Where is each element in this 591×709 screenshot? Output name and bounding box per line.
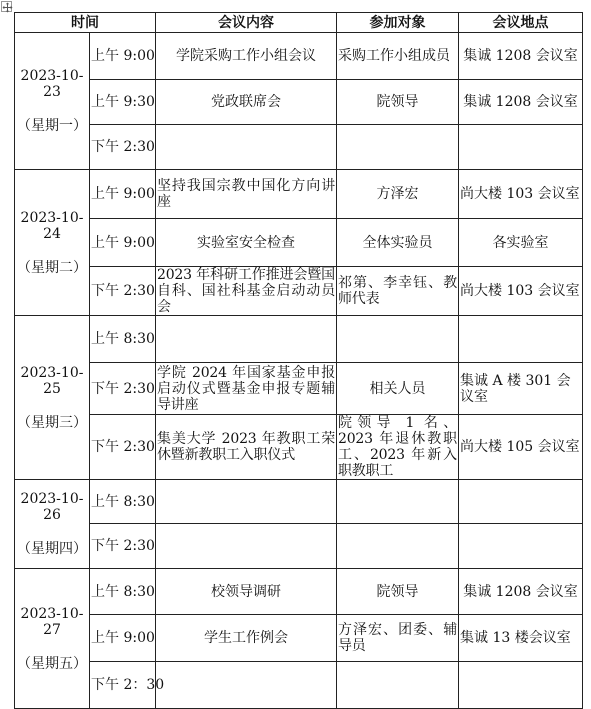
table-row [15,415,583,480]
location: 尚大楼 103 会议室 [459,170,583,219]
meeting-content: 学院 2024 年国家基金申报启动仪式暨基金申报专题辅导讲座 [157,364,335,413]
time-slot: 上午 8:30 [90,569,156,615]
meeting-content: 2023 年科研工作推进会暨国自科、国社科基金启动动员会 [157,267,335,315]
date-cell [15,170,90,316]
location: 集诚 1208 会议室 [459,80,583,125]
weekday-label: （星期三） [17,414,87,431]
time-slot: 上午 9:00 [90,33,156,80]
table-row [15,524,583,569]
table-row [15,363,583,415]
weekday-label: （星期四） [17,541,87,557]
meeting-content: 实验室安全检查 [156,219,337,267]
time-slot: 下午 2：30 [90,662,156,709]
meeting-content [156,316,337,363]
table-row [15,569,583,615]
weekday-label: （星期五） [17,655,87,672]
date-label: 2023-10-25 [20,364,84,397]
time-slot: 下午 2:30 [90,415,156,480]
location: 尚大楼 103 会议室 [459,267,583,316]
time-slot: 上午 8:30 [90,480,156,524]
table-header-row [15,13,583,33]
meeting-content: 坚持我国宗教中国化方向讲座 [156,170,337,219]
location [459,316,583,363]
table-row [15,219,583,267]
table-row [15,662,583,709]
time-slot: 上午 9:00 [90,219,156,267]
table-row [15,33,583,80]
date-label: 2023-10-26 [20,491,84,523]
table-row [15,316,583,363]
participants: 采购工作小组成员 [337,33,459,80]
meeting-content: 校领导调研 [156,569,337,615]
participants: 方泽宏 [337,170,459,219]
date-label: 2023-10-23 [20,68,84,100]
participants: 祁第、李幸钰、教师代表 [337,267,459,316]
participants [337,316,459,363]
participants: 院领导 [337,569,459,615]
header-time: 时间 [15,13,156,33]
weekday-label: （星期一） [17,118,87,134]
header-participants: 参加对象 [337,13,459,33]
table-row [15,480,583,524]
date-cell [15,569,90,709]
time-slot: 上午 9:30 [90,80,156,125]
participants: 全体实验员 [337,219,459,267]
location: 尚大楼 105 会议室 [459,415,583,480]
header-content: 会议内容 [156,13,337,33]
location: 各实验室 [459,219,583,267]
meeting-content: 党政联席会 [156,80,337,125]
time-slot: 下午 2:30 [90,125,156,170]
meeting-content [156,662,337,709]
time-slot: 下午 2:30 [90,267,156,316]
location: 集诚 A 楼 301 会议室 [459,363,583,415]
date-cell [15,480,90,569]
location [459,524,583,569]
location [459,125,583,170]
participants [337,524,459,569]
header-location: 会议地点 [459,13,583,33]
participants [337,662,459,709]
table-row [15,125,583,170]
date-cell [15,316,90,480]
date-label: 2023-10-27 [20,605,84,638]
table-move-handle-icon[interactable] [1,1,12,12]
participants: 相关人员 [337,363,459,415]
meeting-content [156,125,337,170]
weekday-label: （星期二） [17,259,87,276]
time-slot: 上午 9:00 [90,615,156,662]
participants: 方泽宏、团委、辅导员 [337,615,459,662]
participants [337,125,459,170]
meeting-content: 学生工作例会 [156,615,337,662]
table-row [15,170,583,219]
time-slot: 下午 2:30 [90,363,156,415]
location: 集诚 1208 会议室 [459,569,583,615]
meeting-content [156,480,337,524]
participants: 院领导 1 名、2023 年退休教职工、2023 年新入职教职工 [338,415,457,479]
meeting-schedule-table [14,12,583,709]
meeting-content: 集美大学 2023 年教职工荣休暨新教职工入职仪式 [156,415,337,480]
time-slot: 上午 8:30 [90,316,156,363]
table-row [15,267,583,316]
location [459,480,583,524]
time-slot: 上午 9:00 [90,170,156,219]
table-row [15,615,583,662]
time-slot: 下午 2:30 [90,524,156,569]
participants: 院领导 [337,80,459,125]
location: 集诚 13 楼会议室 [459,615,583,662]
location: 集诚 1208 会议室 [459,33,583,80]
table-row [15,80,583,125]
meeting-content: 学院采购工作小组会议 [156,33,337,80]
date-cell [15,33,90,170]
date-label: 2023-10-24 [20,209,84,242]
participants [337,480,459,524]
meeting-content [156,524,337,569]
location [459,662,583,709]
